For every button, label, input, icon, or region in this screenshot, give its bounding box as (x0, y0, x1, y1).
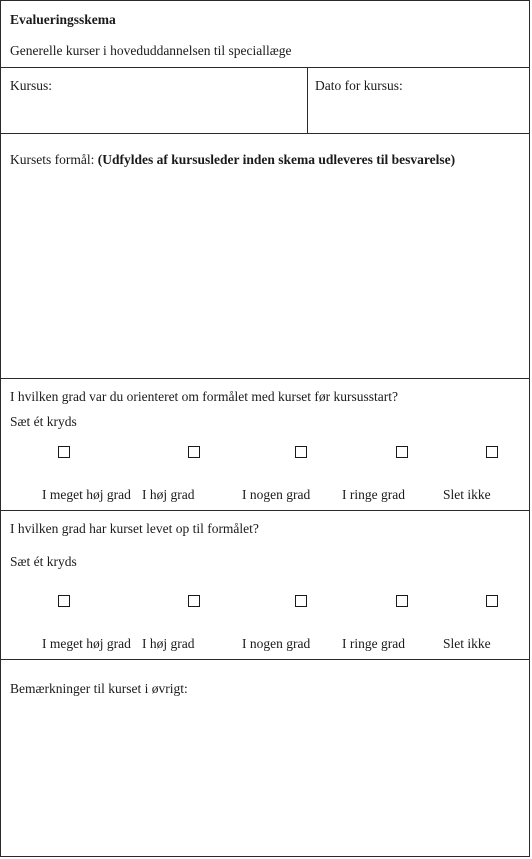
q1-option-label: Slet ikke (443, 487, 491, 502)
q2-option-label: I nogen grad (242, 636, 311, 651)
question1-instruction: Sæt ét kryds (10, 414, 77, 429)
remarks-field[interactable] (1, 701, 529, 851)
column-divider (307, 67, 308, 133)
divider (1, 378, 529, 379)
q1-option-label: I meget høj grad (42, 487, 131, 502)
purpose-label: Kursets formål: (10, 152, 95, 167)
q1-checkbox-low[interactable] (396, 446, 408, 458)
remarks-label: Bemærkninger til kurset i øvrigt: (10, 681, 188, 696)
q2-option-label: I meget høj grad (42, 636, 131, 651)
form-subtitle: Generelle kurser i hoveduddannelsen til speciallæge (10, 43, 292, 58)
q2-checkbox-high[interactable] (188, 595, 200, 607)
course-date-label: Dato for kursus: (315, 78, 403, 93)
q2-option-label: I ringe grad (342, 636, 405, 651)
q1-checkbox-very-high[interactable] (58, 446, 70, 458)
form-title: Evalueringsskema (10, 12, 116, 27)
divider (1, 659, 529, 660)
question2-instruction: Sæt ét kryds (10, 554, 77, 569)
q1-checkbox-high[interactable] (188, 446, 200, 458)
q1-checkbox-not-at-all[interactable] (486, 446, 498, 458)
q1-option-label: I nogen grad (242, 487, 311, 502)
divider (1, 133, 529, 134)
q2-checkbox-low[interactable] (396, 595, 408, 607)
question2-text: I hvilken grad har kurset levet op til formålet? (10, 521, 259, 536)
divider (1, 510, 529, 511)
question1-text: I hvilken grad var du orienteret om formålet med kurset før kursusstart? (10, 389, 398, 404)
q1-option-label: I ringe grad (342, 487, 405, 502)
q1-option-label: I høj grad (142, 487, 195, 502)
q2-checkbox-some[interactable] (295, 595, 307, 607)
course-label: Kursus: (10, 78, 53, 93)
q2-checkbox-very-high[interactable] (58, 595, 70, 607)
q2-option-label: Slet ikke (443, 636, 491, 651)
q1-checkbox-some[interactable] (295, 446, 307, 458)
q2-option-label: I høj grad (142, 636, 195, 651)
purpose-instruction: (Udfyldes af kursusleder inden skema udleveres til besvarelse) (97, 152, 456, 167)
q2-checkbox-not-at-all[interactable] (486, 595, 498, 607)
divider (1, 67, 529, 68)
purpose-field[interactable] (10, 153, 455, 167)
